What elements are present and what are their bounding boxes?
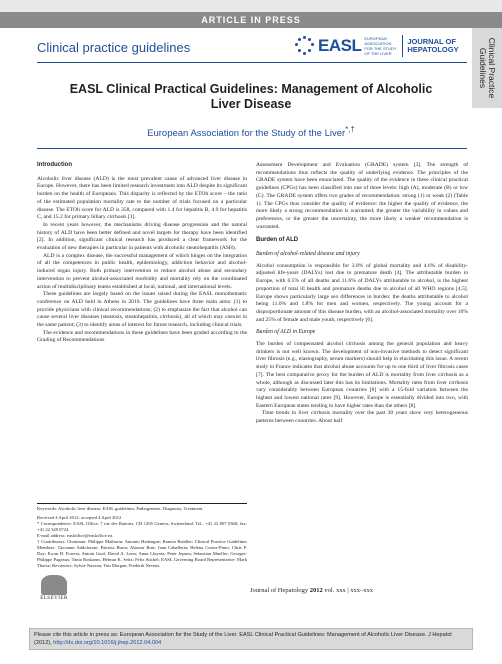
email-address[interactable]: E-mail address: easloffice@easloffice.eu.: [37, 533, 114, 538]
paragraph: The evidence and recommendations in these guidelines have been graded according to the Grading of Recommendations: [37, 329, 247, 344]
citation-box: [29, 628, 473, 650]
keywords: Keywords: Alcoholic liver disease; EASL guidelines; Pathogenesis; Diagnosis; Treatment.: [37, 506, 204, 511]
elsevier-wordmark: ELSEVIER: [40, 596, 68, 601]
easl-subtitle: EUROPEAN ASSOCIATION FOR THE STUDY OF THE LIVER: [364, 36, 397, 56]
left-column: [37, 162, 247, 345]
paragraph: Time trends in liver cirrhosis mortality over the past 30 years show very heterogeneous patterns between countries. About half: [256, 410, 468, 425]
subheading: Burden of ALD in Europe: [256, 329, 316, 336]
subheading: Burden of alcohol-related disease and injury: [256, 251, 360, 258]
paragraph: ALD is a complex disease, the successful management of which hinges on the integration of all the competences in public health, epidemiology, addiction behavior and alcohol-induced organ injury. Both primary intervention to reduce alcohol abuse and secondary intervention to prevent alcohol-associated morbidity and mortality rely on the coordinated action of multidisciplinary teams established at local, national, and international levels.: [37, 252, 247, 290]
doi-link[interactable]: http://dx.doi.org/10.1016/j.jhep.2012.04.004: [53, 639, 162, 646]
right-column: [256, 162, 468, 426]
author-rule: [37, 148, 467, 149]
easl-stars-icon: [295, 36, 315, 56]
paragraph: Assessment Development and Evaluation (GRADE) system [3]. The strength of recommendations thus reflects the quality of underlying evidence. The principles of the GRADE system have been enunciated. The quality of the evidence in these clinical practical guidelines (CPGs) has been classified into one of three levels: high (A), moderate (B) or low (C). The GRADE system offers two grades of recommendation: strong (1) or weak (2) (Table 1). The CPGs thus consider the quality of evidence: the higher the quality of evidence, the more likely a strong recommendation is warranted; the greater the variability in values and preferences, or the greater the uncertainty, the more likely a weaker recommendation is warranted.: [256, 162, 468, 230]
easl-wordmark: EASL: [318, 36, 362, 55]
journal-name: [407, 38, 458, 54]
paragraph: The burden of compensated alcohol cirrhosis among the general population and heavy drinkers is not well known. The development of non-invasive methods to detect significant liver fibrosis (e.g., elastography, serum markers) should help in elucidating this issue. A recent study in France indicates that alcohol abuse accounts for up to one third of liver fibrosis cases [7]. The best comparative proxy for the burden of ALD is mortality from liver cirrhosis as a whole, although as discussed later this has its limitations. Mortality rates from liver cirrhosis vary considerably between European countries [8] with a 15-fold variation between the highest and lowest national rates [9]. However, Europe is essentially divided into two, with Eastern European states tending to have higher rates than the others [8].: [256, 341, 468, 409]
introduction-heading: Introduction: [37, 162, 72, 168]
paragraph: Alcohol consumption is responsible for 3.8% of global mortality and 4.6% of disability-adjusted life-years (DALYs) lost due to premature death [4]. The attributable burden in Europe, with 6.5% of all deaths and 11.6% of DALYs attributable to alcohol, is the highest proportion of total ill health and premature deaths due to alcohol of all WHO regions [4,5]. Europe shows particularly large sex differences in burden: the deaths attributable to alcohol being 11.0% and 1.8% for men and women, respectively. The young account for a disproportionate amount of this disease burden, with an alcohol-associated mortality over 10% and 25% of female and male youth, respectively [6].: [256, 262, 468, 323]
journal-citation-line: [250, 587, 373, 594]
article-title: EASL Clinical Practical Guidelines: Management of Alcoholic Liver Disease: [69, 82, 433, 111]
header-rule: [37, 62, 467, 63]
correspondence: * Correspondence: EASL Office, 7 rue des Battoirs, CH 1205 Geneva, Switzerland. Tel.: +41 22 807 0360; fax: +41 22 328 0724.: [37, 521, 247, 532]
footnotes: [37, 506, 247, 569]
journal-logo: [295, 32, 465, 60]
footnote-rule: [37, 503, 247, 504]
journal-year: 2012: [309, 587, 323, 594]
side-tab-line1: Clinical Practice: [487, 37, 497, 99]
burden-heading: Burden of ALD: [256, 237, 299, 244]
author-marks: *,†: [345, 125, 355, 134]
paragraph: Alcoholic liver disease (ALD) is the most prevalent cause of advanced liver disease in Europe. However, there has been limited research investment into ALD despite its significant burden on the health of Europeans. This disparity is reflected by the ETOh score – the ratio of the estimated population mortality rate to the number of trials focused on a particular disease. The ETOh score for ALD is 358, compared with 1.4 for hepatitis B, 4.9 for hepatitis C, and 15.2 for primary biliary cirrhosis [1].: [37, 175, 247, 221]
logo-divider: [402, 35, 403, 57]
elsevier-tree-icon: [41, 575, 67, 595]
side-tab-line2: Guidelines: [478, 47, 488, 89]
journal-suffix: vol. xxx | xxx–xxx: [324, 587, 373, 594]
journal-name-line1: JOURNAL OF: [407, 37, 456, 46]
section-title: Clinical practice guidelines: [37, 40, 191, 55]
journal-name-line2: HEPATOLOGY: [407, 45, 459, 54]
author-name: European Association for the Study of the Liver: [147, 128, 346, 140]
paragraph: In recent years however, the mechanisms driving disease progression and the natural history of ALD have been better defined and novel targets for therapy have been identified [2]. In addition, significant clinical research has produced a clear framework for the evaluation of new therapies in particular in patients with alcoholic steatohepatitis (ASH).: [37, 221, 247, 252]
elsevier-logo: [37, 575, 71, 605]
article-author: [60, 125, 442, 139]
side-tab: [472, 28, 502, 108]
paragraph: These guidelines are largely based on the issues raised during the EASL monothematic conference on ALD held in Athens in 2010. The guidelines have three main aims: (1) to provide physicians with clinical recommendations; (2) to emphasize the fact that alcohol can cause several liver diseases (steatosis, steatohepatitis, cirrhosis), all of which may coexist in the same patient; (3) to identify areas of interest for future research, including clinical trials.: [37, 291, 247, 329]
journal-prefix: Journal of Hepatology: [250, 587, 309, 594]
article-in-press-banner: ARTICLE IN PRESS: [0, 12, 502, 28]
citation-text: Please cite this article in press as: European Association for the Study of the Liver. EASL Clinical Practical Guidelines: Management of Alcoholic Liver Disease. J Hepatol (2012),: [34, 632, 452, 646]
contributors: † Contributors: Chairman: Philippe Mathurin; Antonio Hadengue; Ramon Bataller; Clinical Practice Guidelines Members: Giovanni Addolorato; Patrizia Burra; Alastair Burt; Juan Caballeria; Helena Cortez-Pinto; Chris P. Day; Ewan H. Forrest; Antoni Gual; David A. Leon; Anna Lluyota; Peter Jepsen; Sebastian Mueller; Georges-Philippe Pageaux; Tania Roskams; Helmut K. Seitz; Felix Stickel; EASL Governing Board Representative: Mark Thursz; Reviewers: Sylvie Naveau; Tim Morgan; Frederik Nevens.: [37, 539, 247, 568]
received-dates: Received 4 April 2012; accepted 4 April 2012: [37, 515, 122, 520]
